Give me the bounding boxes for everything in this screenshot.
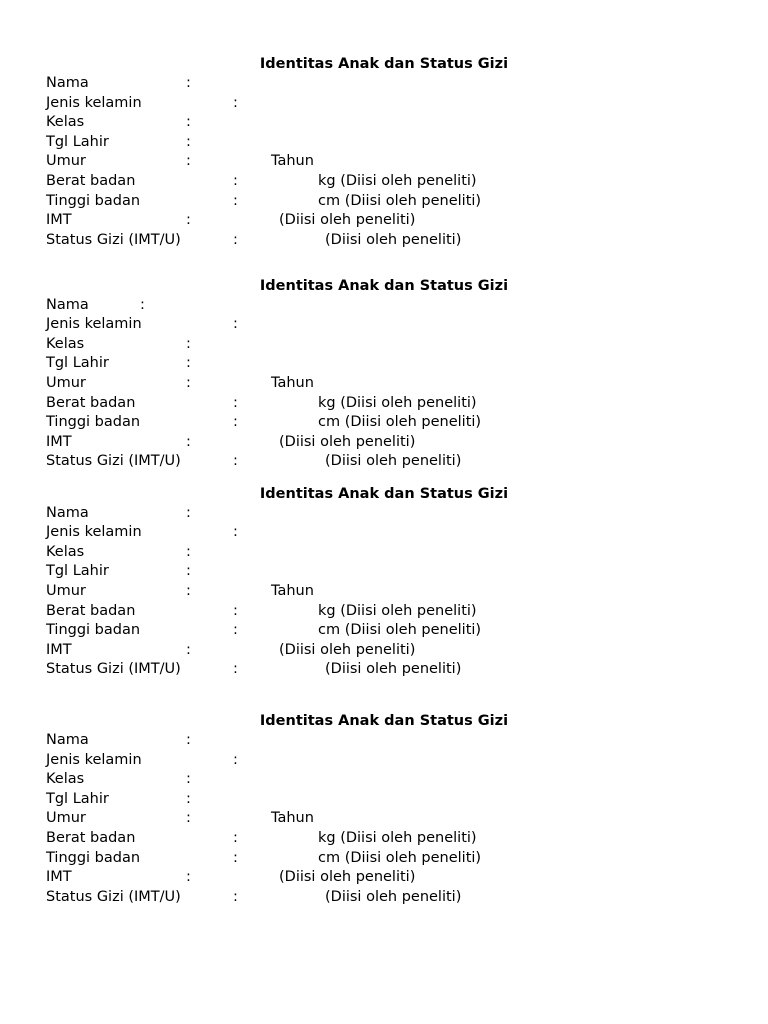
row-status-gizi	[0, 888, 768, 908]
label-umur: Umur	[46, 153, 86, 170]
colon: :	[186, 114, 191, 131]
colon: :	[186, 869, 191, 886]
colon: :	[140, 296, 145, 313]
label-tgl-lahir: Tgl Lahir	[46, 790, 109, 807]
row-tgl-lahir	[0, 354, 768, 374]
note-berat: kg (Diisi oleh peneliti)	[318, 394, 477, 411]
row-jenis-kelamin	[0, 751, 768, 771]
colon: :	[233, 602, 238, 619]
label-umur: Umur	[46, 583, 86, 599]
label-tgl-lahir: Tgl Lahir	[46, 133, 109, 150]
row-berat-badan	[0, 829, 768, 849]
row-umur	[0, 374, 768, 394]
label-berat-badan: Berat badan	[46, 394, 136, 411]
row-imt	[0, 868, 768, 888]
colon: :	[186, 771, 191, 788]
form-title: Identitas Anak dan Status Gizi	[259, 713, 509, 729]
row-umur	[0, 809, 768, 829]
note-imt: (Diisi oleh peneliti)	[279, 433, 416, 450]
label-umur: Umur	[46, 810, 86, 827]
colon: :	[186, 563, 191, 580]
row-tinggi-badan	[0, 192, 768, 212]
note-status: (Diisi oleh peneliti)	[325, 231, 462, 248]
label-tinggi-badan: Tinggi badan	[46, 849, 141, 866]
note-berat: kg (Diisi oleh peneliti)	[318, 173, 477, 189]
colon: :	[233, 622, 238, 639]
note-status: (Diisi oleh peneliti)	[325, 661, 462, 678]
colon: :	[233, 173, 238, 189]
colon: :	[186, 375, 191, 391]
colon: :	[186, 153, 191, 170]
label-imt: IMT	[46, 641, 72, 658]
row-imt	[0, 641, 768, 661]
label-status-gizi: Status Gizi (IMT/U)	[46, 231, 181, 248]
note-imt: (Diisi oleh peneliti)	[279, 212, 416, 229]
label-tinggi-badan: Tinggi badan	[46, 414, 141, 431]
row-kelas	[0, 335, 768, 355]
label-imt: IMT	[46, 212, 72, 229]
colon: :	[233, 192, 238, 209]
colon: :	[186, 335, 191, 352]
unit-tahun: Tahun	[271, 583, 314, 599]
row-tgl-lahir	[0, 562, 768, 582]
label-status-gizi: Status Gizi (IMT/U)	[46, 888, 181, 905]
row-jenis-kelamin	[0, 523, 768, 543]
label-status-gizi: Status Gizi (IMT/U)	[46, 661, 181, 678]
label-berat-badan: Berat badan	[46, 173, 136, 189]
colon: :	[233, 231, 238, 248]
label-jenis-kelamin: Jenis kelamin	[46, 316, 142, 333]
colon: :	[186, 810, 191, 827]
row-nama	[0, 731, 768, 751]
label-nama: Nama	[46, 504, 89, 521]
label-umur: Umur	[46, 375, 86, 391]
colon: :	[186, 133, 191, 150]
label-tinggi-badan: Tinggi badan	[46, 192, 141, 209]
row-imt	[0, 211, 768, 231]
row-kelas	[0, 543, 768, 563]
label-tgl-lahir: Tgl Lahir	[46, 355, 109, 372]
form-title: Identitas Anak dan Status Gizi	[259, 278, 509, 294]
label-jenis-kelamin: Jenis kelamin	[46, 751, 142, 768]
row-tinggi-badan	[0, 413, 768, 433]
colon: :	[233, 888, 238, 905]
row-jenis-kelamin	[0, 94, 768, 114]
colon: :	[233, 661, 238, 678]
colon: :	[233, 316, 238, 333]
row-status-gizi	[0, 660, 768, 680]
row-tinggi-badan	[0, 849, 768, 869]
row-status-gizi	[0, 452, 768, 472]
row-jenis-kelamin	[0, 315, 768, 335]
colon: :	[186, 790, 191, 807]
row-kelas	[0, 770, 768, 790]
colon: :	[186, 355, 191, 372]
label-berat-badan: Berat badan	[46, 830, 136, 846]
label-kelas: Kelas	[46, 771, 85, 788]
colon: :	[186, 583, 191, 599]
form-title: Identitas Anak dan Status Gizi	[259, 56, 509, 72]
colon: :	[233, 394, 238, 411]
label-nama: Nama	[46, 296, 89, 313]
row-imt	[0, 433, 768, 453]
colon: :	[233, 414, 238, 431]
note-tinggi: cm (Diisi oleh peneliti)	[318, 849, 482, 866]
label-kelas: Kelas	[46, 335, 85, 352]
label-nama: Nama	[46, 732, 89, 748]
note-status: (Diisi oleh peneliti)	[325, 888, 462, 905]
label-kelas: Kelas	[46, 543, 85, 560]
label-tgl-lahir: Tgl Lahir	[46, 563, 109, 580]
row-umur	[0, 582, 768, 602]
colon: :	[186, 504, 191, 521]
colon: :	[233, 94, 238, 111]
note-tinggi: cm (Diisi oleh peneliti)	[318, 622, 482, 639]
colon: :	[186, 433, 191, 450]
note-tinggi: cm (Diisi oleh peneliti)	[318, 192, 482, 209]
form-title: Identitas Anak dan Status Gizi	[259, 486, 509, 502]
unit-tahun: Tahun	[271, 153, 314, 170]
label-berat-badan: Berat badan	[46, 602, 136, 619]
label-tinggi-badan: Tinggi badan	[46, 622, 141, 639]
row-tgl-lahir	[0, 133, 768, 153]
note-berat: kg (Diisi oleh peneliti)	[318, 830, 477, 846]
colon: :	[233, 849, 238, 866]
colon: :	[186, 641, 191, 658]
label-imt: IMT	[46, 869, 72, 886]
label-imt: IMT	[46, 433, 72, 450]
label-kelas: Kelas	[46, 114, 85, 131]
colon: :	[186, 543, 191, 560]
unit-tahun: Tahun	[271, 375, 314, 391]
row-berat-badan	[0, 172, 768, 192]
note-status: (Diisi oleh peneliti)	[325, 453, 462, 470]
row-status-gizi	[0, 231, 768, 251]
row-nama	[0, 74, 768, 94]
row-kelas	[0, 113, 768, 133]
row-berat-badan	[0, 602, 768, 622]
label-status-gizi: Status Gizi (IMT/U)	[46, 453, 181, 470]
unit-tahun: Tahun	[271, 810, 314, 827]
row-umur	[0, 152, 768, 172]
label-nama: Nama	[46, 75, 89, 91]
label-jenis-kelamin: Jenis kelamin	[46, 524, 142, 541]
note-berat: kg (Diisi oleh peneliti)	[318, 602, 477, 619]
row-tgl-lahir	[0, 790, 768, 810]
colon: :	[233, 453, 238, 470]
row-nama	[0, 296, 768, 316]
colon: :	[186, 212, 191, 229]
colon: :	[186, 75, 191, 91]
colon: :	[186, 732, 191, 748]
colon: :	[233, 524, 238, 541]
row-berat-badan	[0, 394, 768, 414]
row-tinggi-badan	[0, 621, 768, 641]
note-imt: (Diisi oleh peneliti)	[279, 869, 416, 886]
note-imt: (Diisi oleh peneliti)	[279, 641, 416, 658]
label-jenis-kelamin: Jenis kelamin	[46, 94, 142, 111]
colon: :	[233, 830, 238, 846]
note-tinggi: cm (Diisi oleh peneliti)	[318, 414, 482, 431]
row-nama	[0, 504, 768, 524]
colon: :	[233, 751, 238, 768]
